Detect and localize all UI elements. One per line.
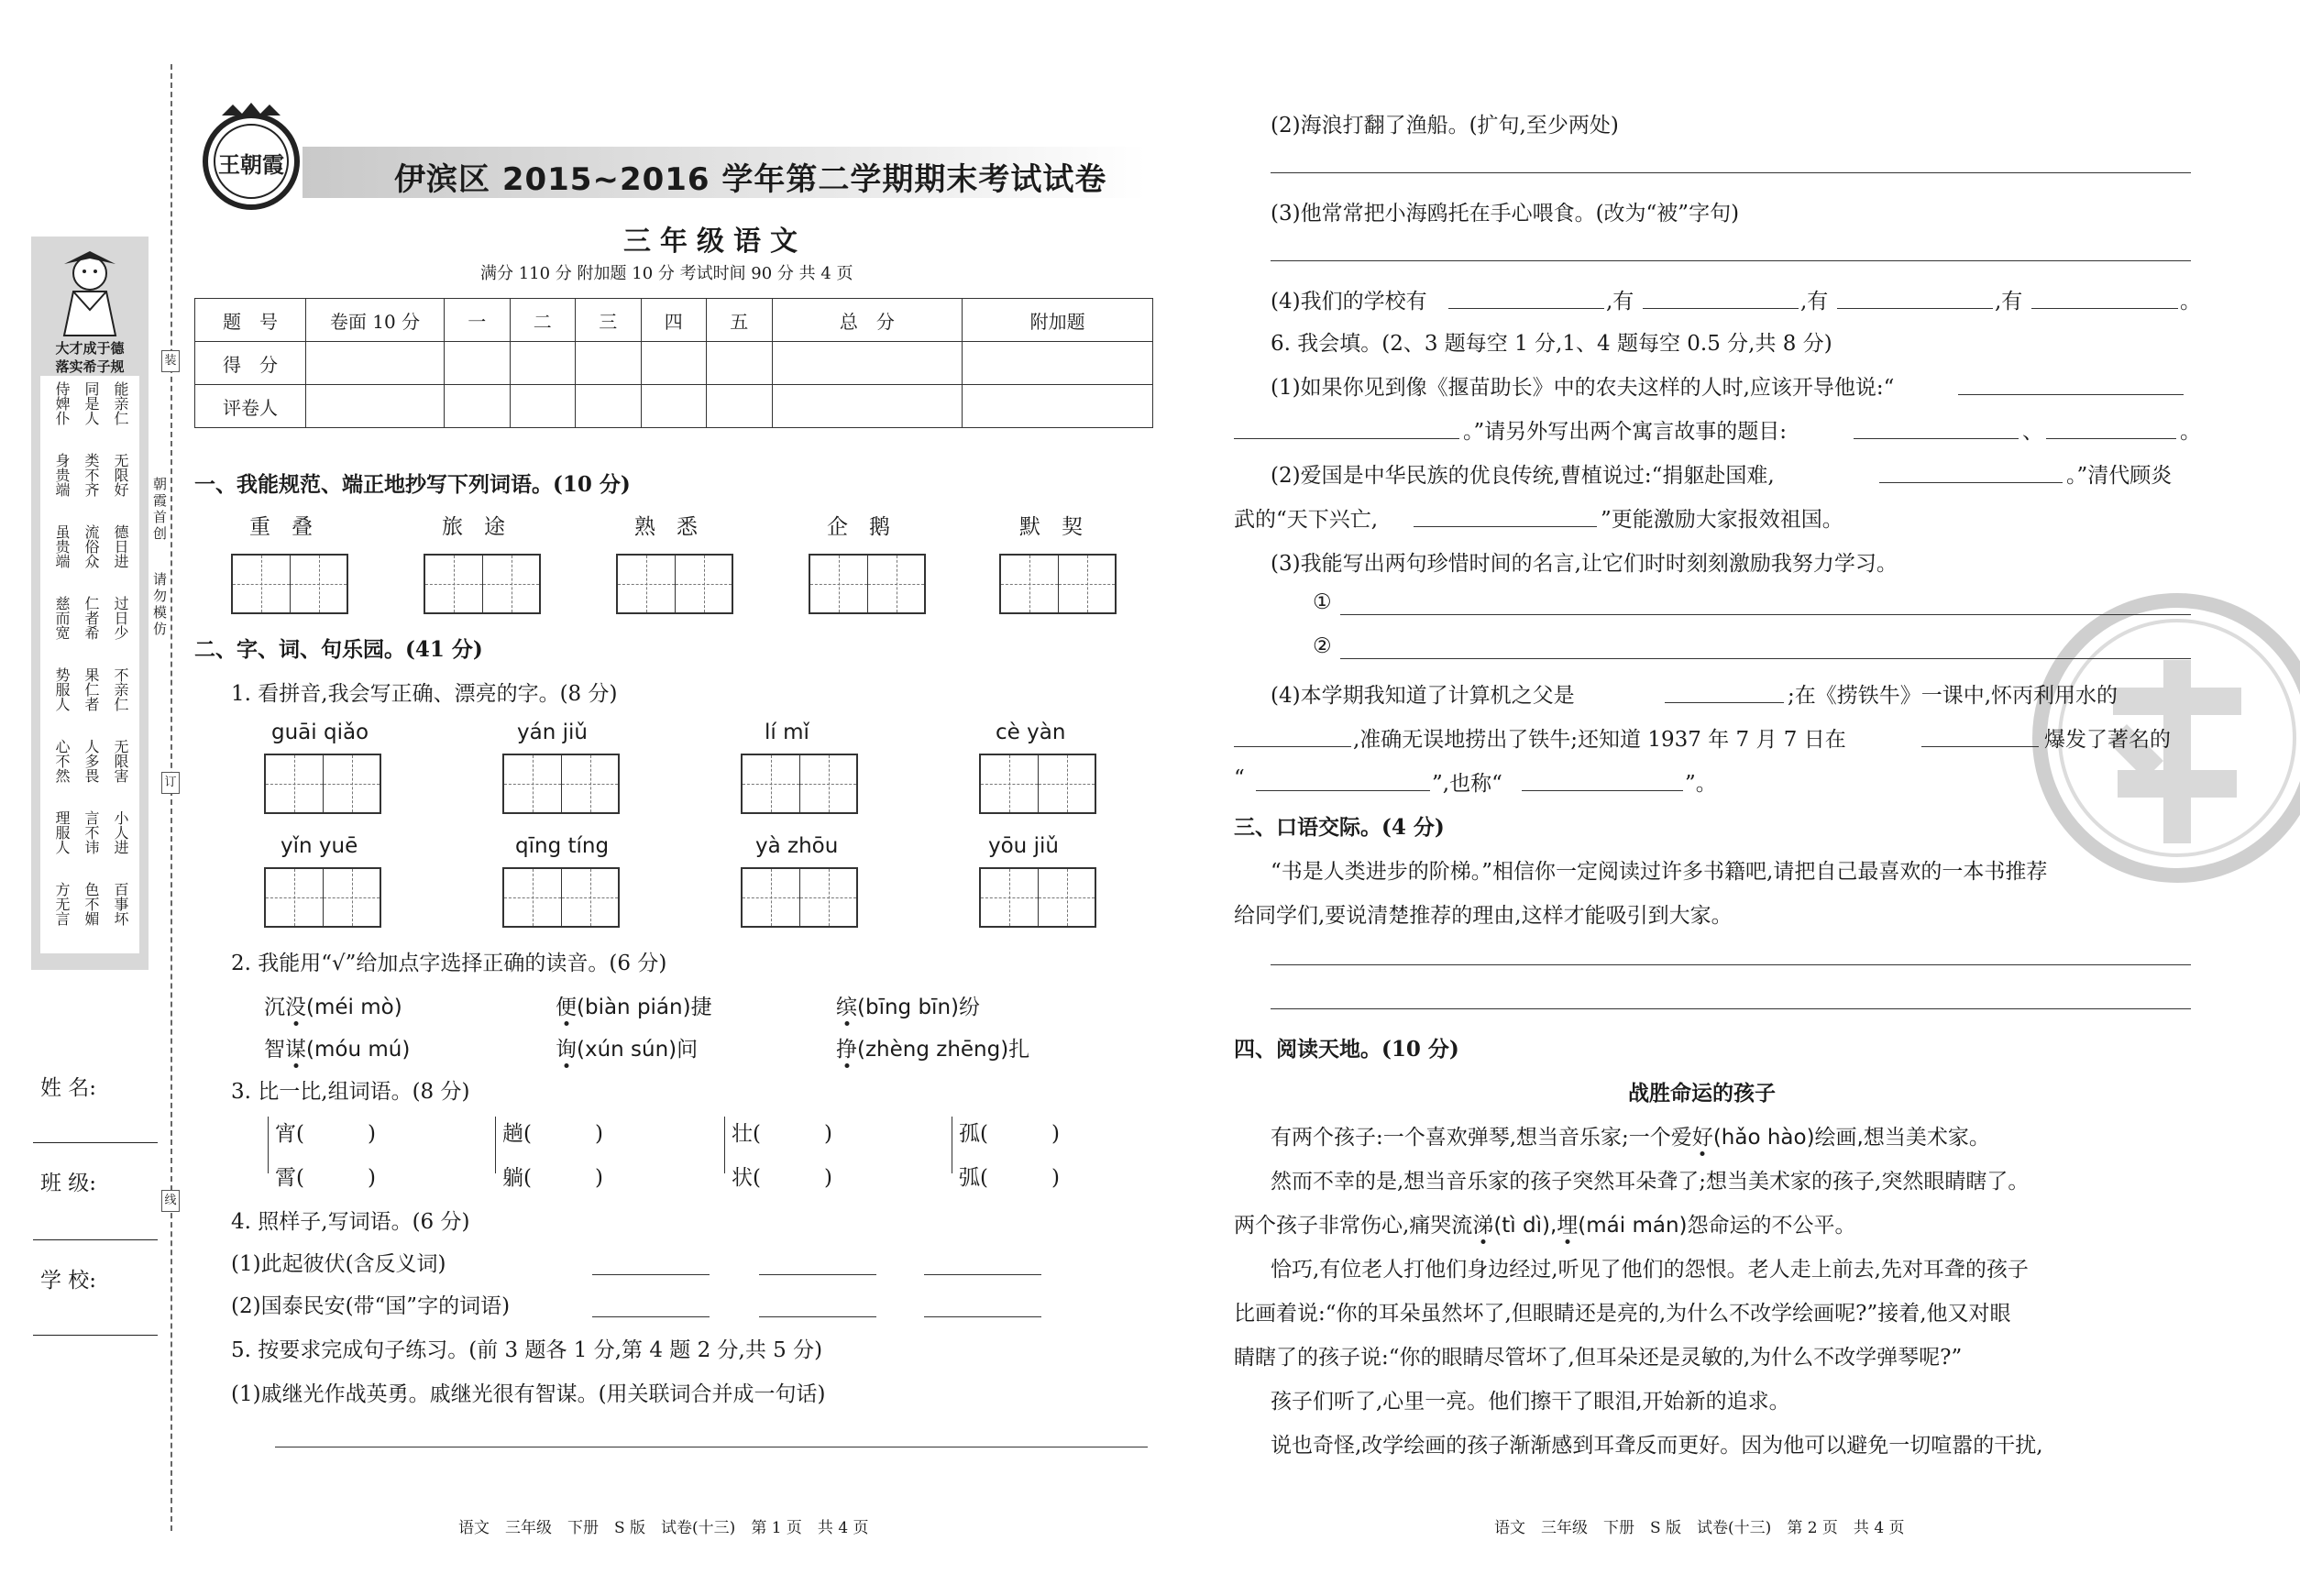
- question-4-1: (1)此起彼伏(含反义词): [231, 1252, 446, 1276]
- question-6-3: (3)我能写出两句珍惜时间的名言,让它们时时刻刻激励我努力学习。: [1271, 552, 1898, 576]
- pair-brace: [495, 1117, 501, 1173]
- answer-line[interactable]: [2046, 438, 2176, 439]
- grader-cell[interactable]: [963, 385, 1153, 428]
- question-1: 1. 看拼音,我会写正确、漂亮的字。(8 分): [231, 682, 618, 706]
- binding-mark: 线: [161, 1190, 180, 1212]
- inline-text: ,准确无误地捞出了铁牛;还知道 1937 年 7 月 7 日在: [1353, 728, 1846, 752]
- answer-line[interactable]: [1854, 438, 2019, 439]
- score-cell[interactable]: [963, 342, 1153, 385]
- score-cell[interactable]: [576, 342, 642, 385]
- answer-line[interactable]: [592, 1316, 710, 1317]
- question-6: 6. 我会填。(2、3 题每空 1 分,1、4 题每空 0.5 分,共 8 分): [1271, 332, 1832, 356]
- question-2: 2. 我能用“√”给加点字选择正确的读音。(6 分): [231, 952, 667, 975]
- pinyin-label: yà zhōu: [755, 834, 839, 858]
- score-cell[interactable]: [306, 342, 445, 385]
- section-3-text: “书是人类进步的阶梯。”相信你一定阅读过许多书籍吧,请把自己最喜欢的一本书推荐: [1271, 860, 2048, 884]
- proverb-list: [40, 376, 139, 953]
- grader-cell[interactable]: [445, 385, 511, 428]
- scholar-illustration: [37, 246, 143, 337]
- grader-cell[interactable]: [576, 385, 642, 428]
- grader-row: [195, 385, 1153, 428]
- grader-cell[interactable]: [641, 385, 707, 428]
- score-table-header: [195, 299, 1153, 342]
- pinyin-label: yǐn yuē: [281, 834, 358, 858]
- inline-text: ,有: [1800, 290, 1829, 314]
- table-header-cell: 总 分: [772, 299, 963, 342]
- writing-grid[interactable]: [502, 754, 620, 814]
- inline-text: ”,也称“: [1432, 772, 1502, 796]
- inline-text: 爆发了著名的: [2044, 728, 2171, 752]
- answer-line[interactable]: [1921, 746, 2039, 747]
- table-header-cell: 三: [576, 299, 642, 342]
- section-2-heading: 二、字、词、句乐园。(41 分): [194, 637, 483, 662]
- answer-line[interactable]: [1643, 308, 1799, 309]
- section-1-heading: 一、我能规范、端正地抄写下列词语。(10 分): [194, 472, 631, 497]
- pinyin-label: yōu jiǔ: [988, 834, 1059, 858]
- table-header-cell: 卷面 10 分: [306, 299, 445, 342]
- question-6-2: (2)爱国是中华民族的优良传统,曹植说过:“捐躯赴国难,: [1271, 464, 1775, 488]
- story-paragraph: 恰巧,有位老人打他们身边经过,听见了他们的怨恨。老人走上前去,先对耳聋的孩子: [1271, 1258, 2029, 1282]
- class-field[interactable]: [33, 1239, 158, 1240]
- pair-brace: [952, 1117, 958, 1173]
- compare-word[interactable]: 弧( ): [959, 1166, 1060, 1190]
- score-cell[interactable]: [510, 342, 576, 385]
- copy-word: 企 鹅: [827, 515, 890, 539]
- grader-cell[interactable]: [306, 385, 445, 428]
- answer-line[interactable]: [1837, 308, 1993, 309]
- answer-line[interactable]: [1271, 1008, 2191, 1009]
- answer-line[interactable]: [1448, 308, 1604, 309]
- exam-meta: 满分 110 分 附加题 10 分 考试时间 90 分 共 4 页: [480, 264, 853, 283]
- pronunciation-choice[interactable]: 沉没(méi mò): [264, 990, 402, 1020]
- item-marker: ①: [1313, 590, 1332, 614]
- inline-text: ,有: [1606, 290, 1634, 314]
- writing-grid[interactable]: [999, 554, 1117, 614]
- story-paragraph: 两个孩子非常伤心,痛哭流涕(tì dì),埋(mái mán)怨命运的不公平。: [1234, 1208, 1856, 1238]
- proverb-group: 能亲仁 同是人 侍婢仆: [53, 381, 129, 425]
- answer-line[interactable]: [1879, 482, 2063, 483]
- writing-grid[interactable]: [741, 754, 858, 814]
- name-label: 姓 名:: [40, 1076, 97, 1100]
- sidebar-motto: 大才成于德 落实希子规: [55, 340, 125, 375]
- question-3: 3. 比一比,组词语。(8 分): [231, 1080, 470, 1104]
- svg-text:王朝霞: 王朝霞: [218, 152, 284, 178]
- pinyin-label: lí mǐ: [765, 721, 809, 744]
- answer-line[interactable]: [1340, 614, 2191, 615]
- story-paragraph: 有两个孩子:一个喜欢弹琴,想当音乐家;一个爱好(hǎo hào)绘画,想当美术家。: [1271, 1120, 1990, 1150]
- answer-line[interactable]: [1958, 394, 2184, 395]
- question-5: 5. 按要求完成句子练习。(前 3 题各 1 分,第 4 题 2 分,共 5 分): [231, 1338, 823, 1362]
- answer-line[interactable]: [2031, 308, 2178, 309]
- compare-word[interactable]: 趟( ): [502, 1122, 603, 1146]
- item-marker: ②: [1313, 634, 1332, 658]
- answer-line[interactable]: [1665, 702, 1784, 703]
- section-4-heading: 四、阅读天地。(10 分): [1234, 1037, 1459, 1062]
- writing-grid[interactable]: [741, 867, 858, 928]
- page-footer: 语文 三年级 下册 S 版 试卷(十三) 第 1 页 共 4 页: [458, 1519, 869, 1537]
- table-header-cell: 附加题: [963, 299, 1153, 342]
- score-cell[interactable]: [641, 342, 707, 385]
- table-header-cell: 四: [641, 299, 707, 342]
- score-cell[interactable]: [772, 342, 963, 385]
- copy-word: 重 叠: [249, 515, 313, 539]
- compare-word[interactable]: 躺( ): [502, 1166, 603, 1190]
- proverb-group: 无限害 人多畏 心不然: [53, 739, 129, 783]
- row-label: 得 分: [195, 342, 306, 385]
- answer-line[interactable]: [759, 1274, 876, 1275]
- section-3-text: 给同学们,要说清楚推荐的理由,这样才能吸引到大家。: [1234, 904, 1733, 928]
- proverb-group: 德日进 流俗众 虽贵端: [53, 524, 129, 568]
- inline-text: 武的“天下兴亡,: [1234, 508, 1379, 532]
- binding-line: [171, 64, 172, 1531]
- pronunciation-choice[interactable]: 便(biàn pián)捷: [556, 990, 712, 1020]
- question-5-1: (1)戚继光作战英勇。戚继光很有智谋。(用关联词合并成一句话): [231, 1382, 826, 1406]
- story-paragraph: 孩子们听了,心里一亮。他们擦干了眼泪,开始新的追求。: [1271, 1390, 1790, 1414]
- writing-grid[interactable]: [979, 754, 1096, 814]
- story-paragraph: 睛瞎了的孩子说:“你的眼睛尽管坏了,但耳朵还是灵敏的,为什么不改学弹琴呢?”: [1234, 1346, 1963, 1370]
- inline-text: ;在《捞铁牛》一课中,怀丙利用水的: [1788, 684, 2118, 708]
- inline-text: ”。: [1685, 772, 1717, 796]
- table-header-cell: 一: [445, 299, 511, 342]
- exam-subtitle: 三年级语文: [623, 226, 807, 258]
- writing-grid[interactable]: [616, 554, 733, 614]
- writing-grid[interactable]: [979, 867, 1096, 928]
- page-footer: 语文 三年级 下册 S 版 试卷(十三) 第 2 页 共 4 页: [1494, 1519, 1905, 1537]
- pinyin-label: guāi qiǎo: [271, 721, 369, 744]
- score-cell[interactable]: [707, 342, 773, 385]
- question-5-2: (2)海浪打翻了渔船。(扩句,至少两处): [1271, 114, 1619, 138]
- compare-word[interactable]: 霄( ): [275, 1166, 376, 1190]
- answer-line[interactable]: [1234, 438, 1459, 439]
- inline-text: ,有: [1995, 290, 2023, 314]
- answer-line[interactable]: [924, 1274, 1041, 1275]
- inline-text: 。: [2180, 290, 2201, 314]
- copy-word: 旅 途: [442, 515, 505, 539]
- story-title: 战胜命运的孩子: [1628, 1082, 1776, 1106]
- answer-line[interactable]: [924, 1316, 1041, 1317]
- answer-line[interactable]: [1271, 964, 2191, 965]
- score-table: [194, 298, 1153, 428]
- writing-grid[interactable]: [264, 867, 381, 928]
- name-field[interactable]: [33, 1142, 158, 1143]
- compare-word[interactable]: 宵( ): [275, 1122, 376, 1146]
- answer-line[interactable]: [1271, 260, 2191, 261]
- grader-cell[interactable]: [707, 385, 773, 428]
- question-5-4: (4)我们的学校有: [1271, 290, 1427, 314]
- question-6-1: (1)如果你见到像《揠苗助长》中的农夫这样的人时,应该开导他说:“: [1271, 376, 1895, 400]
- question-6-4: (4)本学期我知道了计算机之父是: [1271, 684, 1575, 708]
- binding-note: 请勿模仿: [151, 572, 168, 638]
- answer-line[interactable]: [1234, 746, 1351, 747]
- compare-word[interactable]: 孤( ): [959, 1122, 1060, 1146]
- story-paragraph: 比画着说:“你的耳朵虽然坏了,但眼睛还是亮的,为什么不改学绘画呢?”接着,他又对眼: [1234, 1302, 2011, 1326]
- proverb-group: 无限好 类不齐 身贵端: [53, 453, 129, 497]
- school-label: 学 校:: [40, 1269, 97, 1293]
- binding-mark: 订: [161, 772, 180, 794]
- question-4-2: (2)国泰民安(带“国”字的词语): [231, 1294, 511, 1318]
- answer-line[interactable]: [592, 1274, 710, 1275]
- pinyin-label: yán jiǔ: [517, 721, 588, 744]
- pronunciation-choice[interactable]: 挣(zhèng zhēng)扎: [836, 1032, 1029, 1062]
- table-header-cell: 题 号: [195, 299, 306, 342]
- table-header-cell: 五: [707, 299, 773, 342]
- compare-word[interactable]: 壮( ): [732, 1122, 832, 1146]
- publisher-logo: [196, 101, 306, 211]
- writing-grid[interactable]: [424, 554, 541, 614]
- inline-text: ”更能激励大家报效祖国。: [1601, 508, 1843, 532]
- pair-brace: [724, 1117, 731, 1173]
- answer-line[interactable]: [1340, 658, 2191, 659]
- score-row: [195, 342, 1153, 385]
- inline-text: 。”清代顾炎: [2066, 464, 2173, 488]
- story-paragraph: 然而不幸的是,想当音乐家的孩子突然耳朵聋了;想当美术家的孩子,突然眼睛瞎了。: [1271, 1170, 2030, 1194]
- writing-grid[interactable]: [809, 554, 926, 614]
- pronunciation-choice[interactable]: 智谋(móu mú): [264, 1032, 410, 1062]
- table-header-cell: 二: [510, 299, 576, 342]
- question-4: 4. 照样子,写词语。(6 分): [231, 1210, 470, 1234]
- pair-brace: [268, 1117, 274, 1173]
- writing-grid[interactable]: [231, 554, 348, 614]
- answer-line[interactable]: [1256, 790, 1430, 791]
- writing-grid[interactable]: [502, 867, 620, 928]
- grader-cell[interactable]: [772, 385, 963, 428]
- pinyin-label: qīng tíng: [515, 834, 610, 858]
- pinyin-label: cè yàn: [996, 721, 1066, 744]
- proverb-group: 不亲仁 果仁者 势服人: [53, 667, 129, 711]
- score-cell[interactable]: [445, 342, 511, 385]
- proverb-group: 小人进 言不讳 理服人: [53, 810, 129, 854]
- pronunciation-choice[interactable]: 询(xún sún)问: [556, 1032, 698, 1062]
- answer-line[interactable]: [1271, 172, 2191, 173]
- section-3-heading: 三、口语交际。(4 分): [1234, 815, 1445, 840]
- copy-word: 熟 悉: [634, 515, 698, 539]
- question-5-3: (3)他常常把小海鸥托在手心喂食。(改为“被”字句): [1271, 202, 1740, 226]
- grader-cell[interactable]: [510, 385, 576, 428]
- inline-text: 。”请另外写出两个寓言故事的题目:: [1463, 420, 1788, 444]
- answer-line[interactable]: [1522, 790, 1683, 791]
- writing-grid[interactable]: [264, 754, 381, 814]
- row-label: 评卷人: [195, 385, 306, 428]
- answer-line[interactable]: [759, 1316, 876, 1317]
- answer-line[interactable]: [1414, 526, 1597, 527]
- binding-note: 朝霞首创: [151, 477, 168, 543]
- proverb-group: 百事坏 色不媚 方无言: [53, 882, 129, 926]
- binding-mark: 装: [161, 350, 180, 372]
- inline-text: 。: [2180, 420, 2201, 444]
- inline-text: “: [1234, 766, 1245, 790]
- proverb-group: 过日少 仁者希 慈而宽: [53, 596, 129, 640]
- inline-text: 、: [2022, 420, 2043, 444]
- class-label: 班 级:: [40, 1172, 97, 1195]
- story-paragraph: 说也奇怪,改学绘画的孩子渐渐感到耳聋反而更好。因为他可以避免一切喧嚣的干扰,: [1271, 1434, 2043, 1458]
- copy-word: 默 契: [1019, 515, 1083, 539]
- exam-title: 伊滨区 2015~2016 学年第二学期期末考试试卷: [394, 161, 1107, 198]
- school-field[interactable]: [33, 1335, 158, 1336]
- compare-word[interactable]: 状( ): [732, 1166, 832, 1190]
- pronunciation-choice[interactable]: 缤(bīng bīn)纷: [836, 990, 980, 1020]
